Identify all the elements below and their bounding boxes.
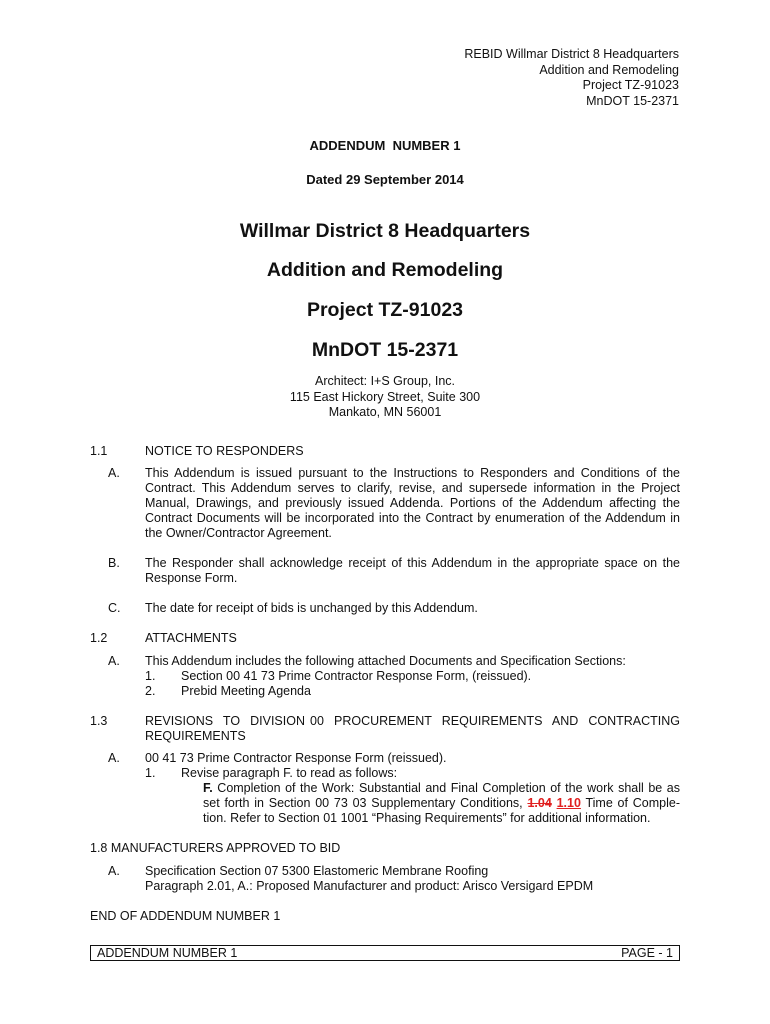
- attachment-item-1: [145, 669, 531, 684]
- paragraph-line: This Addendum includes the following attached Documents and Specification Sections:: [145, 654, 626, 668]
- list-number: 1.: [145, 766, 156, 780]
- header-scope-line: Addition and Remodeling: [539, 62, 679, 77]
- section-1-8-a-letter: A.: [108, 864, 120, 878]
- architect-street: 115 East Hickory Street, Suite 300: [289, 389, 481, 404]
- title-scope: Addition and Remodeling: [266, 259, 504, 281]
- list-text: Prebid Meeting Agenda: [181, 684, 311, 698]
- paragraph-line: tion. Refer to Section 01 1001 “Phasing Requirements” for additional information.: [203, 811, 651, 825]
- section-1-2-a-paragraph: [145, 654, 680, 669]
- paragraph-text: set forth in Section 00 73 03 Supplementary Conditions,: [203, 796, 528, 810]
- title-line: REVISIONS TO DIVISION 00 PROCUREMENT REQUIREMENTS AND CONTRACTING: [145, 714, 680, 728]
- section-1-1-a-paragraph: [145, 466, 680, 541]
- paragraph-line: [203, 796, 680, 811]
- paragraph-line: 00 41 73 Prime Contractor Response Form (reissued).: [145, 751, 447, 765]
- section-1-1-number: 1.1: [90, 444, 108, 458]
- title-project-name: Willmar District 8 Headquarters: [239, 220, 531, 242]
- section-1-3-a-letter: A.: [108, 751, 120, 765]
- footer-document-name: ADDENDUM NUMBER 1: [97, 946, 238, 960]
- paragraph-line: Contract Documents will be incorporated into the Contract by enumeration of the Addendum in: [145, 511, 680, 525]
- revision-item-1: [145, 766, 397, 781]
- architect-name: Architect: I+S Group, Inc.: [315, 374, 455, 388]
- list-number: 2.: [145, 684, 156, 698]
- section-1-2-title: ATTACHMENTS: [145, 631, 237, 645]
- section-1-1-b-paragraph: [145, 556, 680, 586]
- section-1-2-a-letter: A.: [108, 654, 120, 668]
- section-1-1-title: NOTICE TO RESPONDERS: [145, 444, 304, 458]
- paragraph-f-label: F.: [203, 781, 213, 795]
- header-project-number: Project TZ-91023: [582, 78, 679, 92]
- section-1-1-a-letter: A.: [108, 466, 120, 480]
- section-1-3-a-paragraph: [145, 751, 680, 766]
- title-project-number: Project TZ-91023: [306, 299, 464, 321]
- paragraph-line: The date for receipt of bids is unchanged by this Addendum.: [145, 601, 478, 615]
- paragraph-line: Specification Section 07 5300 Elastomeric Membrane Roofing: [145, 864, 489, 878]
- title-mndot-number: MnDOT 15-2371: [311, 339, 459, 361]
- page-footer: [90, 945, 680, 961]
- section-1-8-title: 1.8 MANUFACTURERS APPROVED TO BID: [90, 841, 341, 855]
- section-1-2-number: 1.2: [90, 631, 108, 645]
- revised-paragraph-f: [203, 781, 680, 826]
- footer-page-number: PAGE - 1: [621, 946, 673, 960]
- paragraph-line: Paragraph 2.01, A.: Proposed Manufacturer and product: Arisco Versigard EPDM: [145, 879, 594, 893]
- attachment-item-2: [145, 684, 311, 699]
- header-project-line: REBID Willmar District 8 Headquarters: [464, 47, 679, 61]
- architect-block: [0, 374, 770, 421]
- title-line: REQUIREMENTS: [145, 729, 246, 743]
- paragraph-text: Time of Comple-: [580, 796, 680, 810]
- list-number: 1.: [145, 669, 156, 683]
- paragraph-line: Response Form.: [145, 571, 238, 585]
- architect-city: Mankato, MN 56001: [328, 405, 442, 419]
- addendum-date: Dated 29 September 2014: [306, 172, 464, 187]
- header-mndot-number: MnDOT 15-2371: [586, 93, 679, 108]
- section-1-1-b-letter: B.: [108, 556, 120, 570]
- section-1-1-c-letter: C.: [108, 601, 121, 615]
- paragraph-line: Manual, Drawings, and previously issued Addenda. Portions of the Addendum affecting the: [145, 496, 680, 510]
- inserted-value: 1.10: [556, 796, 581, 810]
- paragraph-text: Completion of the Work: Substantial and Final Completion of the work shall be as: [212, 781, 680, 795]
- paragraph-line: This Addendum is issued pursuant to the Instructions to Responders and Conditions of the: [145, 466, 680, 480]
- struck-value: 1.04: [527, 796, 552, 810]
- document-header: [464, 47, 679, 109]
- paragraph-line: The Responder shall acknowledge receipt of this Addendum in the appropriate space on the: [145, 556, 680, 570]
- end-of-addendum: END OF ADDENDUM NUMBER 1: [90, 909, 281, 923]
- section-1-3-title: [145, 714, 680, 744]
- paragraph-line: the Owner/Contractor Agreement.: [145, 526, 332, 540]
- section-1-8-a-paragraph: [145, 864, 680, 894]
- addendum-heading: ADDENDUM NUMBER 1: [309, 138, 461, 153]
- paragraph-line: [203, 781, 680, 796]
- list-text: Revise paragraph F. to read as follows:: [181, 766, 398, 780]
- section-1-3-number: 1.3: [90, 714, 108, 728]
- paragraph-line: Contract. This Addendum serves to clarify, revise, and supersede information in the Project: [145, 481, 680, 495]
- section-1-1-c-paragraph: [145, 601, 680, 616]
- list-text: Section 00 41 73 Prime Contractor Response Form, (reissued).: [181, 669, 532, 683]
